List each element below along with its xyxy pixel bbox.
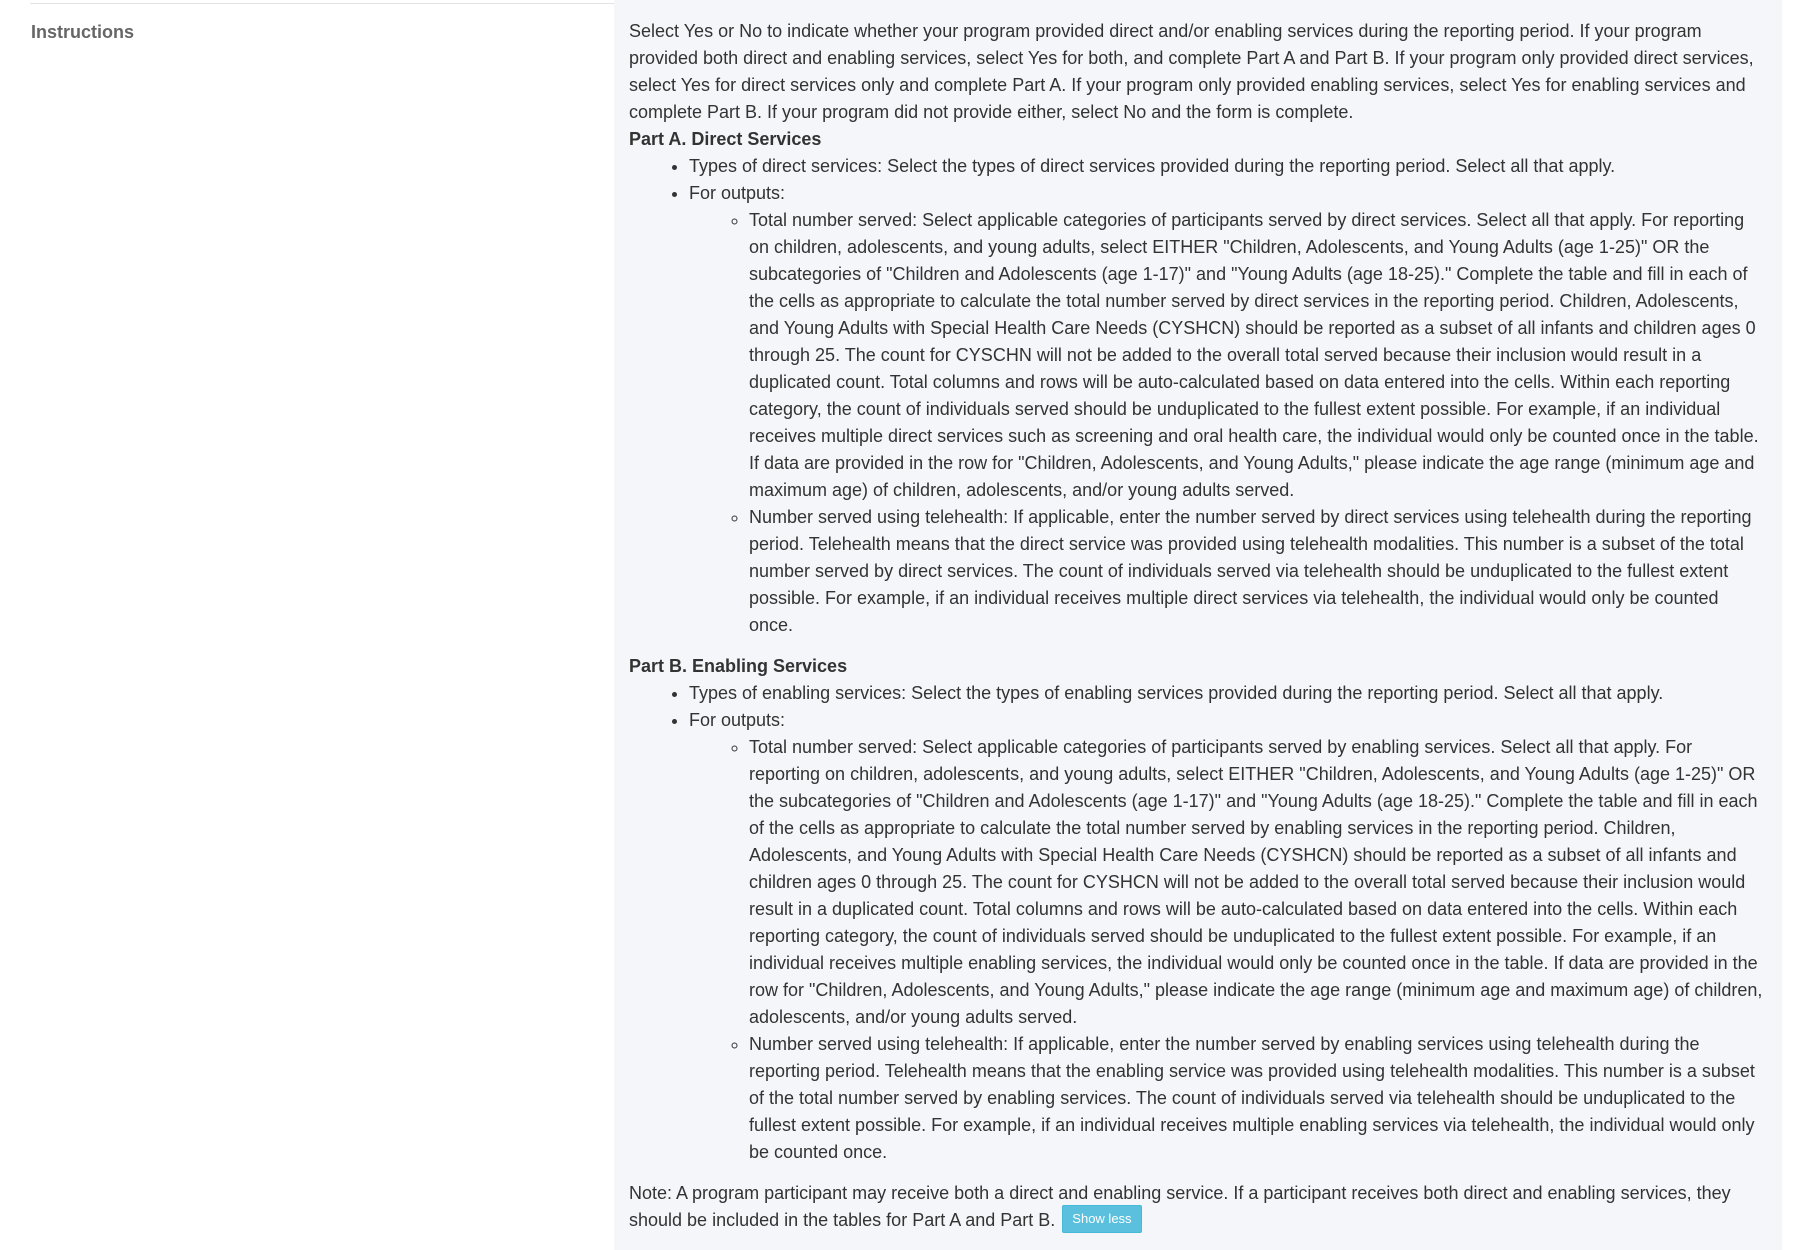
part-a-telehealth-item: ◦ Number served using telehealth: If applicable, enter the number served by direct services using telehealth during the reporting period. Telehealth means that the direct service was provided using telehealth modalities. This number is a subset of the total number served by direct services. The count of individuals served via telehealth should be unduplicated to the fullest extent possible. For example, if an individual receives multiple direct services via telehealth, the individual would only be counted once. bbox=[749, 504, 1767, 639]
field-label-column bbox=[31, 18, 591, 46]
part-a-types-item: • Types of direct services: Select the types of direct services provided during the reporting period. Select all that apply. bbox=[689, 153, 1767, 180]
part-b-heading: Part B. Enabling Services bbox=[629, 656, 848, 676]
part-a-total-served-item: ◦ Total number served: Select applicable categories of participants served by direct services. Select all that apply. For reporting on children, adolescents, and young adults, select EITHER "Children, Adolescents, and Young Adults (age 1-25)" OR the subcategories of "Children and Adolescents (age 1-17)" and "Young Adults (age 18-25)." Complete the table and fill in each of the cells as appropriate to calculate the total number served by direct services in the reporting period. Children, Adolescents, and Young Adults with Special Health Care Needs (CYSHCN) should be reported as a subset of all infants and children ages 0 through 25. The count for CYSCHN will not be added to the overall total served because their inclusion would result in a duplicated count. Total columns and rows will be auto-calculated based on data entered into the cells. Within each reporting category, the count of individuals served should be unduplicated to the fullest extent possible. For example, if an individual receives multiple direct services such as screening and oral health care, the individual would only be counted once in the table. If data are provided in the row for "Children, Adolescents, and Young Adults," please indicate the age range (minimum age and maximum age) of children, adolescents, and/or young adults served. bbox=[749, 207, 1767, 504]
intro-paragraph: Select Yes or No to indicate whether your program provided direct and/or enabling services during the reporting period. If your program provided both direct and enabling services, select Yes for both, and complete Part A and Part B. If your program only provided direct services, select Yes for direct services only and complete Part A. If your program only provided enabling services, select Yes for enabling services and complete Part B. If your program did not provide either, select No and the form is complete. bbox=[629, 21, 1754, 122]
part-a-heading: Part A. Direct Services bbox=[629, 129, 822, 149]
note-paragraph bbox=[629, 1180, 1767, 1235]
part-b-outputs-item bbox=[689, 707, 1767, 1166]
part-b-section bbox=[629, 653, 1767, 1166]
instructions-panel bbox=[614, 0, 1782, 1250]
field-label-instructions: Instructions bbox=[31, 22, 135, 42]
part-a-outputs-label: For outputs: bbox=[689, 183, 786, 203]
part-b-list bbox=[629, 680, 1767, 1166]
part-b-outputs-label: For outputs: bbox=[689, 710, 786, 730]
part-a-outputs-item bbox=[689, 180, 1767, 639]
part-a-list bbox=[629, 153, 1767, 639]
note-text: Note: A program participant may receive both a direct and enabling service. If a participant receives both direct and enabling services, they should be included in the tables for Part A and Part B. bbox=[629, 1183, 1731, 1230]
part-b-total-served-item: ◦ Total number served: Select applicable categories of participants served by enabling services. Select all that apply. For reporting on children, adolescents, and young adults, select EITHER "Children, Adolescents, and Young Adults (age 1-25)" OR the subcategories of "Children and Adolescents (age 1-17)" and "Young Adults (age 18-25)." Complete the table and fill in each of the cells as appropriate to calculate the total number served by enabling services in the reporting period. Children, Adolescents, and Young Adults with Special Health Care Needs (CYSHCN) should be reported as a subset of all infants and children ages 0 through 25. The count for CYSHCN will not be added to the overall total served because their inclusion would result in a duplicated count. Total columns and rows will be auto-calculated based on data entered into the cells. Within each reporting category, the count of individuals served should be unduplicated to the fullest extent possible. For example, if an individual receives multiple enabling services, the individual would only be counted once in the table. If data are provided in the row for "Children, Adolescents, and Young Adults," please indicate the age range (minimum age and maximum age) of children, adolescents, and/or young adults served. bbox=[749, 734, 1767, 1031]
part-a-section bbox=[629, 126, 1767, 639]
part-b-outputs-list bbox=[689, 734, 1767, 1166]
part-b-telehealth-item: ◦ Number served using telehealth: If applicable, enter the number served by enabling services using telehealth during the reporting period. Telehealth means that the enabling service was provided using telehealth modalities. This number is a subset of the total number served by enabling services. The count of individuals served via telehealth should be unduplicated to the fullest extent possible. For example, if an individual receives multiple enabling services via telehealth, the individual would only be counted once. bbox=[749, 1031, 1767, 1166]
part-b-types-item: • Types of enabling services: Select the types of enabling services provided during the reporting period. Select all that apply. bbox=[689, 680, 1767, 707]
part-a-outputs-list bbox=[689, 207, 1767, 639]
show-less-button[interactable]: Show less bbox=[1062, 1205, 1141, 1233]
